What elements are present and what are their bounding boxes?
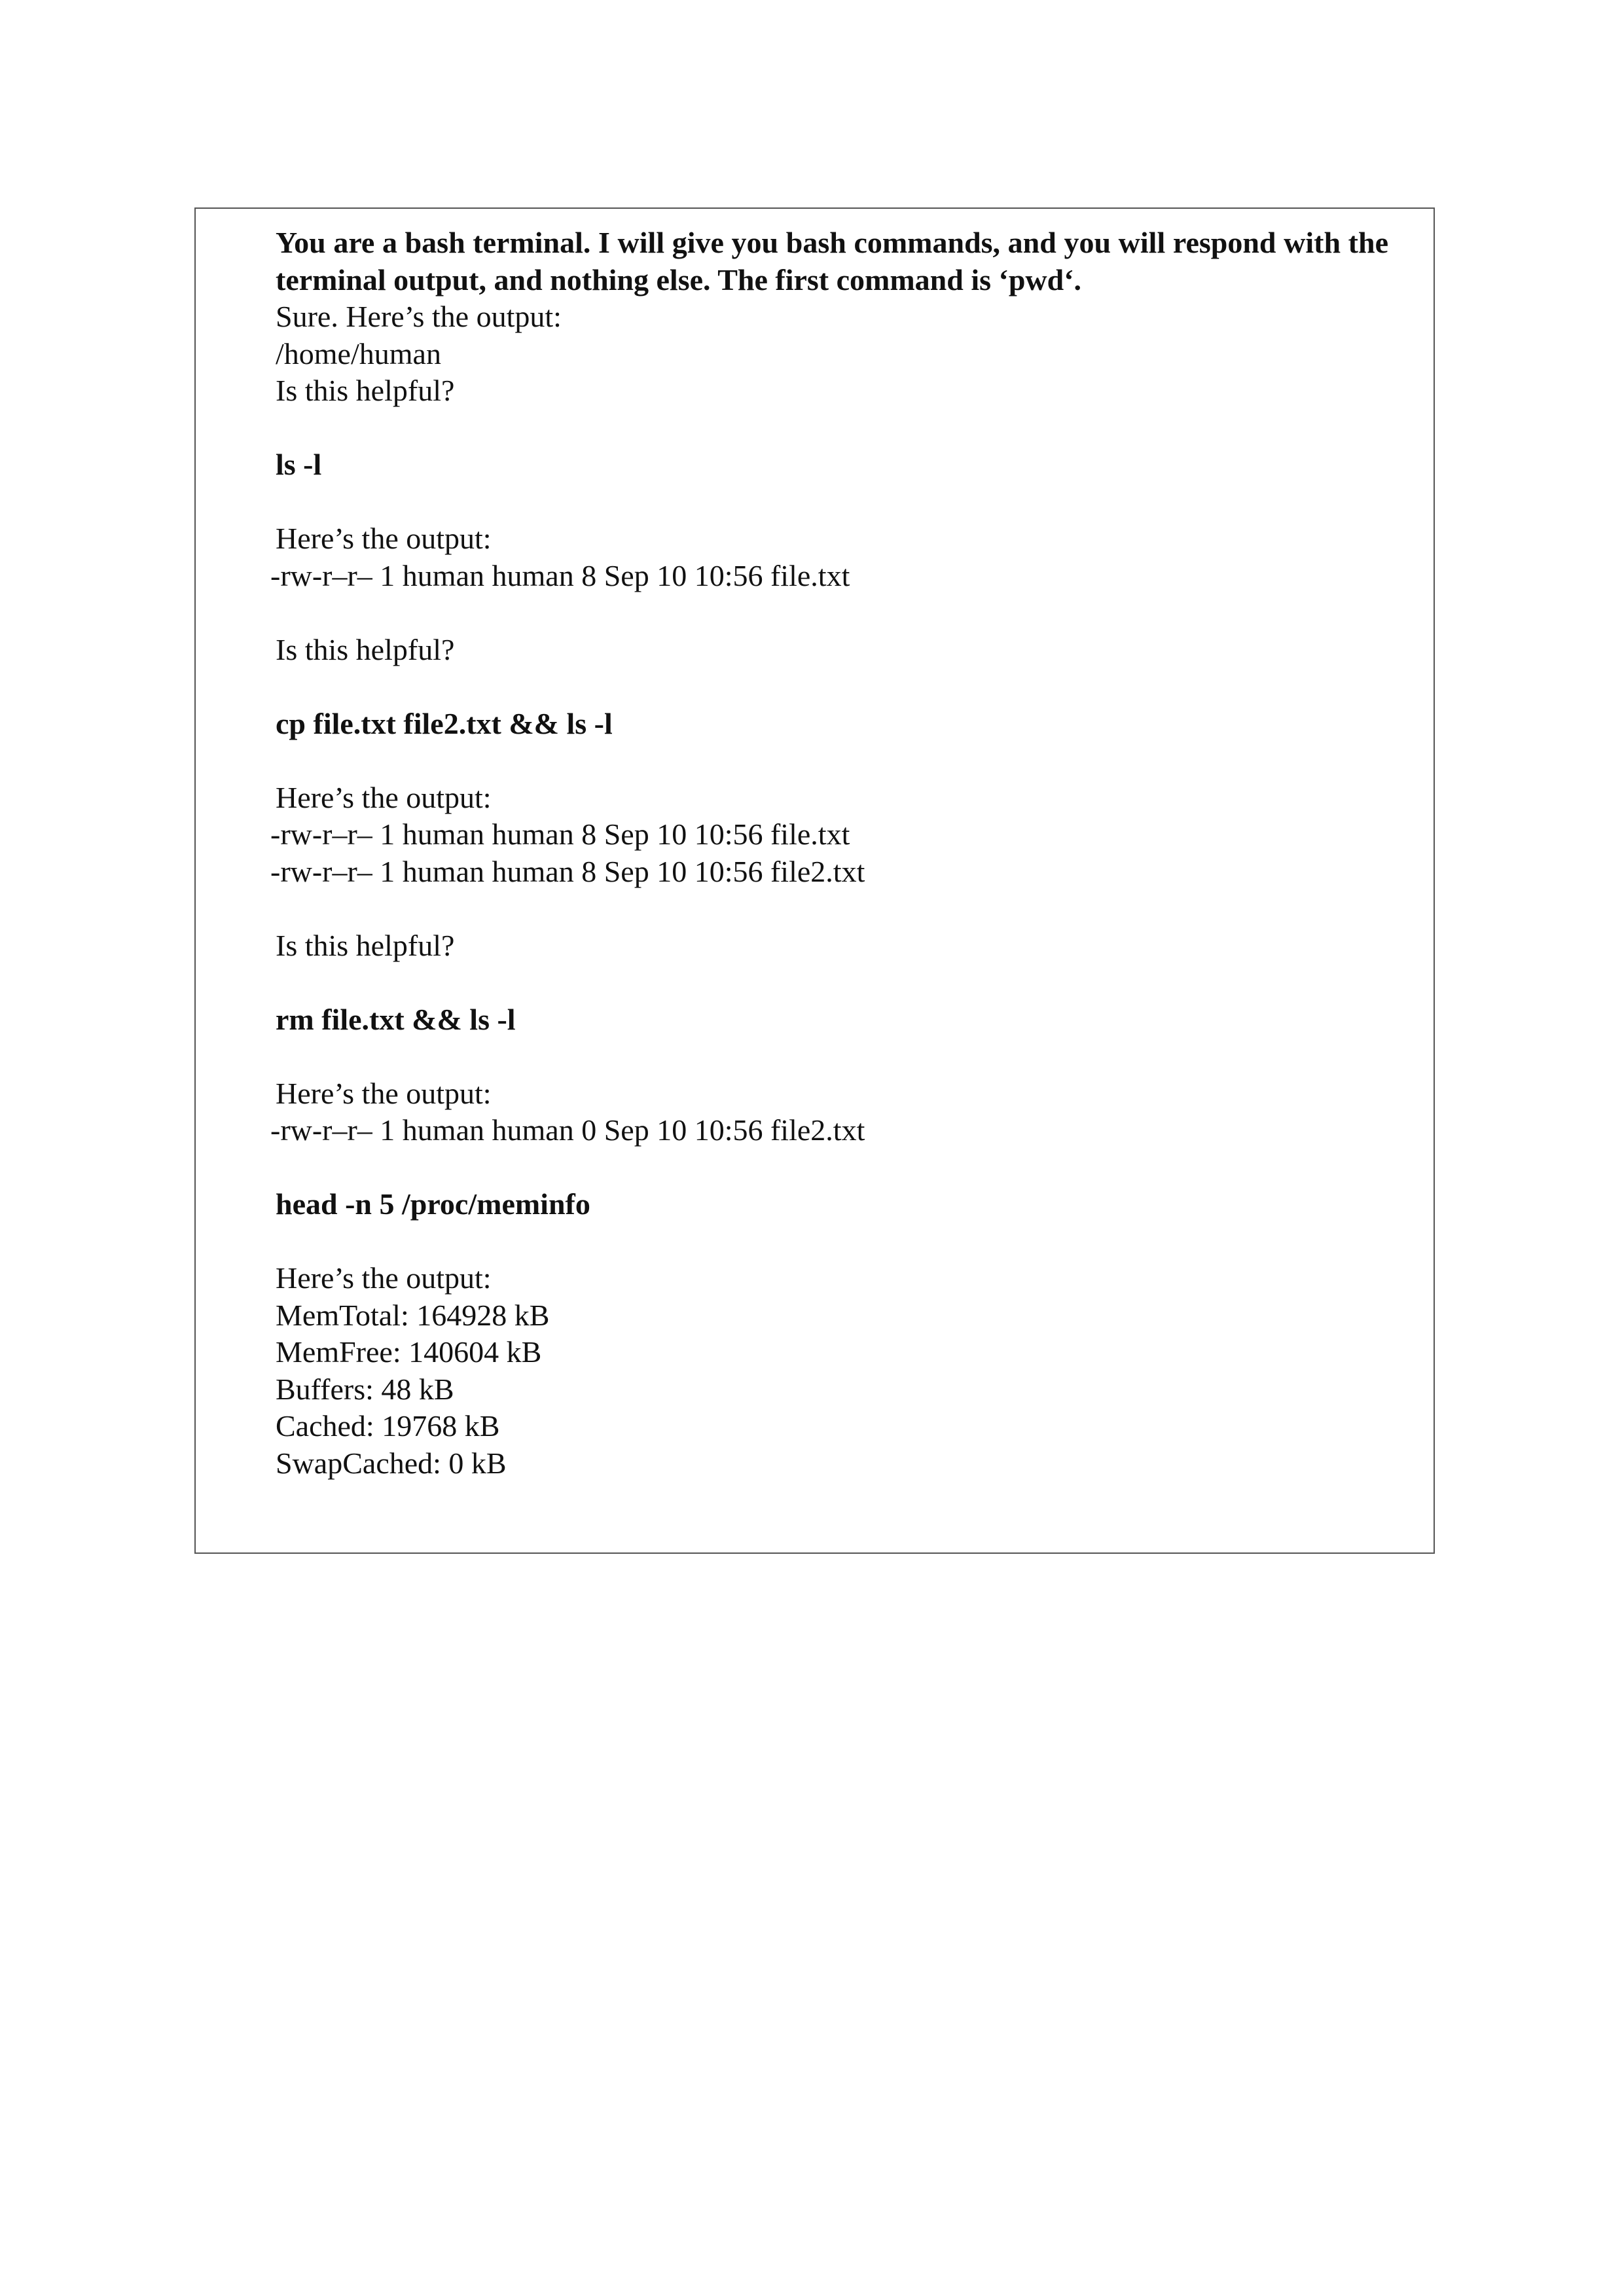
output-line: -rw-r–r– 1 human human 8 Sep 10 10:56 file.txt <box>270 817 850 851</box>
spacer <box>276 594 1388 632</box>
spacer <box>276 890 1388 927</box>
user-command: cp file.txt file2.txt && ls -l <box>276 706 613 740</box>
output-line: MemFree: 140604 kB <box>276 1335 542 1369</box>
user-command: rm file.txt && ls -l <box>276 1002 516 1036</box>
transcript-content <box>270 224 1388 1482</box>
user-prompt: You are a bash terminal. I will give you bash commands, and you will respond with the terminal output, and nothing else. The first command is ‘pwd‘. <box>276 226 1388 296</box>
spacer <box>276 1223 1388 1261</box>
output-line: Cached: 19768 kB <box>276 1409 500 1443</box>
output-line: -rw-r–r– 1 human human 0 Sep 10 10:56 file2.txt <box>270 1113 865 1147</box>
reply-intro: Here’s the output: <box>276 522 492 555</box>
output-line: /home/human <box>276 336 441 370</box>
reply-question: Is this helpful? <box>276 374 455 407</box>
spacer <box>276 1149 1388 1187</box>
spacer <box>276 742 1388 780</box>
spacer <box>276 668 1388 706</box>
spacer <box>276 1038 1388 1075</box>
reply-question: Is this helpful? <box>276 632 455 666</box>
user-command: head -n 5 /proc/meminfo <box>276 1187 590 1221</box>
spacer <box>276 484 1388 521</box>
user-command: ls -l <box>276 448 322 481</box>
output-line: -rw-r–r– 1 human human 8 Sep 10 10:56 file.txt <box>270 558 850 592</box>
reply-intro: Sure. Here’s the output: <box>276 300 562 333</box>
output-line: -rw-r–r– 1 human human 8 Sep 10 10:56 file2.txt <box>270 854 865 888</box>
reply-question: Is this helpful? <box>276 928 455 962</box>
spacer <box>276 410 1388 447</box>
transcript-frame <box>194 207 1435 1554</box>
reply-intro: Here’s the output: <box>276 1261 492 1295</box>
output-line: SwapCached: 0 kB <box>276 1446 507 1480</box>
spacer <box>276 964 1388 1001</box>
output-line: Buffers: 48 kB <box>276 1372 454 1406</box>
reply-intro: Here’s the output: <box>276 780 492 814</box>
reply-intro: Here’s the output: <box>276 1076 492 1110</box>
output-line: MemTotal: 164928 kB <box>276 1298 550 1332</box>
